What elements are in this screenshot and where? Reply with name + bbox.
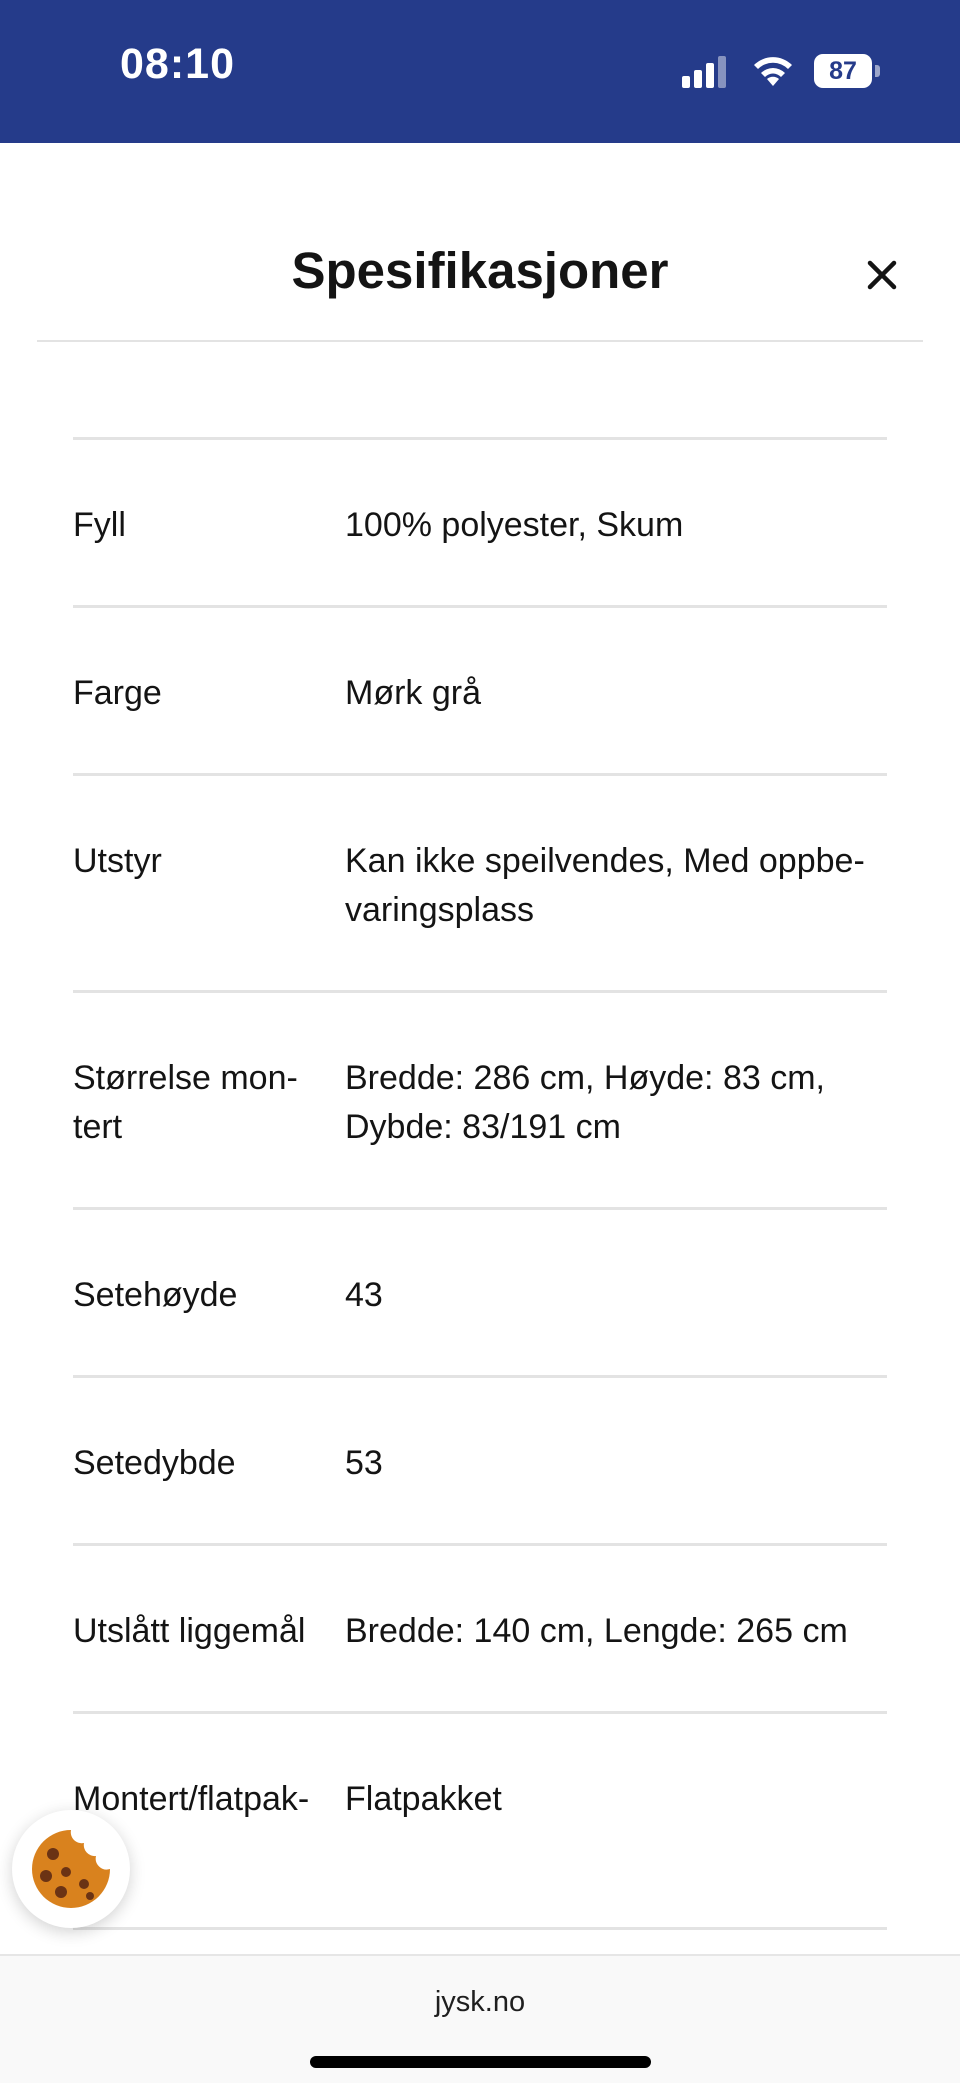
url-text[interactable]: jysk.no [434,1986,526,2018]
spec-label: Setehøyde [73,1276,238,1314]
spec-value: Kan ikke speilvendes, Med oppbe-varingsplass [345,842,865,929]
spec-row-montert [73,1714,887,1930]
close-icon[interactable] [862,255,902,295]
spec-row-liggemal [73,1546,887,1714]
spec-label: Setedybde [73,1444,236,1482]
browser-bottom-bar [0,1954,960,2083]
spec-value: Mørk grå [345,674,481,712]
spec-label: Utslått liggemål [73,1612,306,1650]
cookie-settings-button[interactable] [12,1810,130,1928]
spec-label: Farge [73,674,162,712]
cookie-icon [28,1826,114,1912]
battery-level: 87 [814,54,872,88]
spec-row-setehoyde [73,1210,887,1378]
spec-value: 53 [345,1444,383,1482]
status-bar [0,0,960,143]
status-time: 08:10 [120,40,235,88]
spec-value: 43 [345,1276,383,1314]
spec-label: Montert/flatpak- [73,1780,310,1818]
spec-row-storrelse [73,993,887,1210]
spec-table [73,437,887,1930]
header-divider [37,340,923,342]
battery-icon [814,54,880,88]
spec-row-fyll [73,440,887,608]
sheet-title: Spesifikasjoner [291,242,669,299]
battery-tip [875,65,880,77]
spec-label: Utstyr [73,842,162,880]
spec-value: Flatpakket [345,1780,502,1818]
sheet-header [0,143,960,343]
spec-row-utstyr [73,776,887,993]
home-indicator[interactable] [310,2056,651,2068]
signal-icon [682,56,730,88]
spec-row-setedybde [73,1378,887,1546]
spec-label: Størrelse mon-tert [73,1059,298,1146]
wifi-icon [750,52,796,88]
spec-label: Fyll [73,506,126,544]
spec-value: Bredde: 286 cm, Høyde: 83 cm, Dybde: 83/191 cm [345,1059,825,1146]
spec-row-farge [73,608,887,776]
spec-value: 100% polyester, Skum [345,506,684,544]
spec-value: Bredde: 140 cm, Lengde: 265 cm [345,1612,848,1650]
